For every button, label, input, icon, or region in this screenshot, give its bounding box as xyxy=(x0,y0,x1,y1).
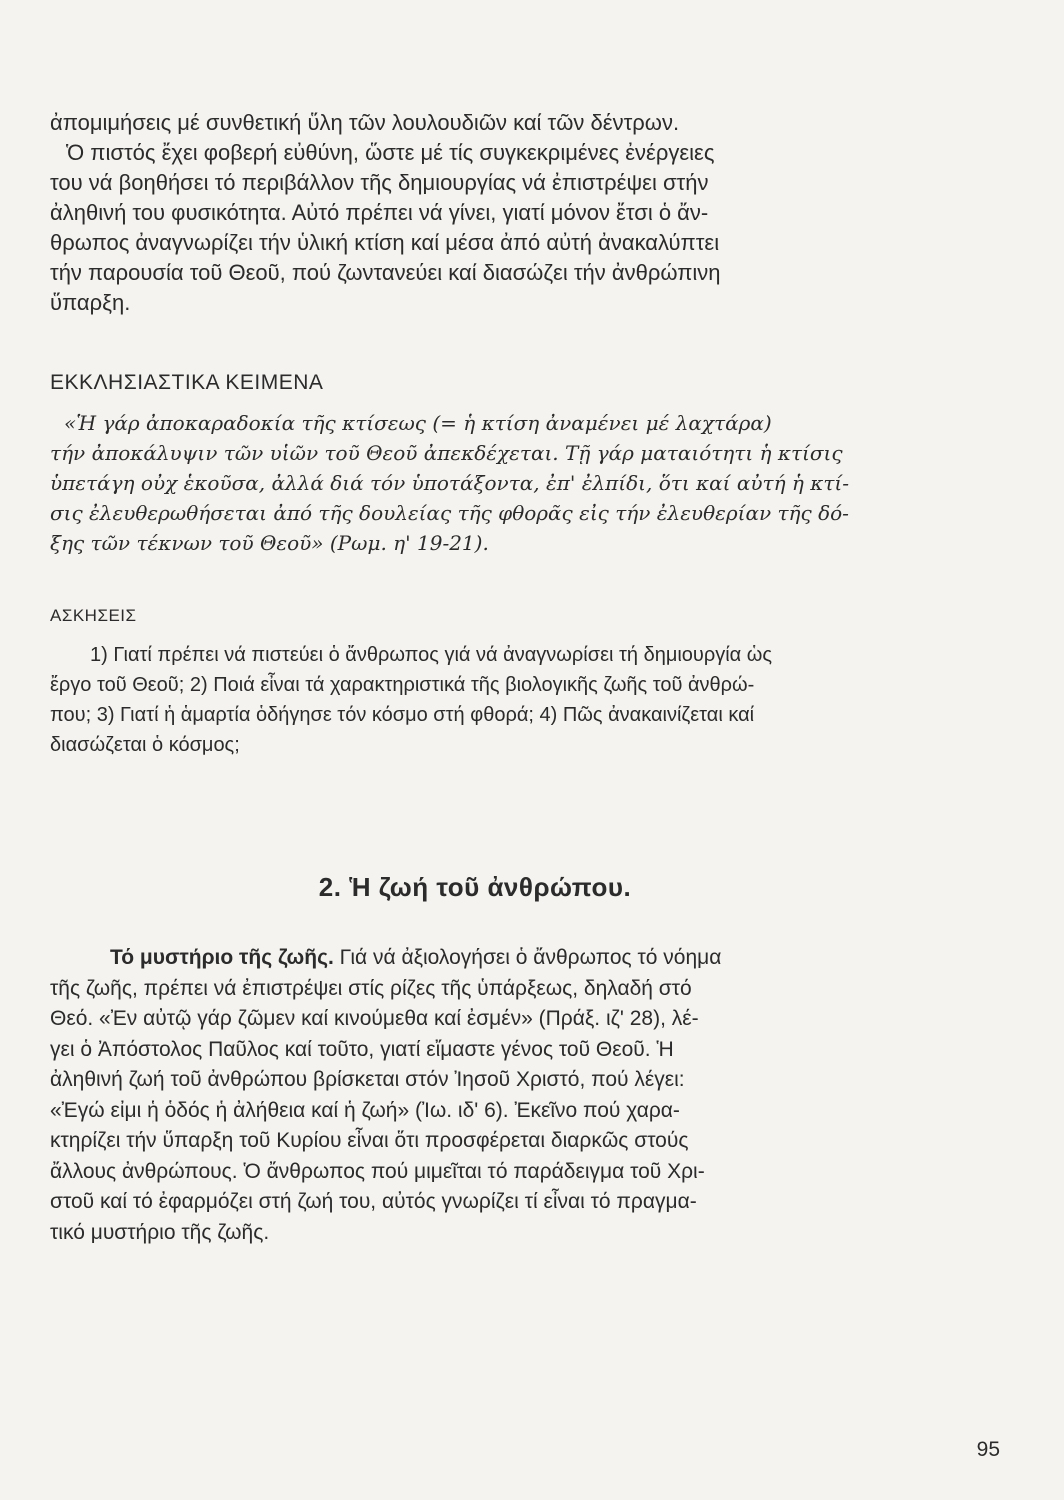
exercise-line: ἔργο τοῦ Θεοῦ; 2) Ποιά εἶναι τά χαρακτηριστικά τῆς βιολογικῆς ζωῆς τοῦ ἀνθρώ- xyxy=(50,674,755,696)
section-first-line-rest: Γιά νά ἀξιολογήσει ὁ ἄνθρωπος τό νόημα xyxy=(333,946,722,969)
church-texts-section xyxy=(50,368,900,558)
section-line: κτηρίζει τήν ὕπαρξη τοῦ Κυρίου εἶναι ὅτι προσφέρεται διαρκῶς στούς xyxy=(50,1129,689,1152)
section-line: τῆς ζωῆς, πρέπει νά ἐπιστρέψει στίς ρίζες τῆς ὑπάρξεως, δηλαδή στό xyxy=(50,976,692,1000)
section-body xyxy=(50,943,900,1248)
section-line: «Ἐγώ εἰμι ἡ ὁδός ἡ ἀλήθεια καί ἡ ζωή» (Ἰω. ιδ' 6). Ἐκεῖνο πού χαρα- xyxy=(50,1098,680,1122)
church-texts-heading: ΕΚΚΛΗΣΙΑΣΤΙΚΑ ΚΕΙΜΕΝΑ xyxy=(50,371,324,394)
quote-line: ξης τῶν τέκνων τοῦ Θεοῦ» (Ρωμ. η' 19-21). xyxy=(50,531,489,555)
intro-line: θρωπος ἀναγνωρίζει τήν ὑλική κτίση καί μέσα ἀπό αὐτή ἀνακαλύπτει xyxy=(50,230,720,255)
section-line: τικό μυστήριο τῆς ζωῆς. xyxy=(50,1220,270,1244)
section-line: Θεό. «Ἐν αὐτῷ γάρ ζῶμεν καί κινούμεθα καί ἐσμέν» (Πράξ. ιζ' 28), λέ- xyxy=(50,1007,699,1030)
intro-line: Ὁ πιστός ἔχει φοβερή εὐθύνη, ὥστε μέ τίς συγκεκριμένες ἐνέργειες xyxy=(66,140,715,165)
quote-line: «Ἡ γάρ ἀποκαραδοκία τῆς κτίσεως (= ἡ κτίση ἀναμένει μέ λαχτάρα) xyxy=(64,411,772,435)
page-content xyxy=(50,108,900,1248)
intro-line: ἀληθινή του φυσικότητα. Αὐτό πρέπει νά γίνει, γιατί μόνον ἔτσι ὁ ἄν- xyxy=(50,200,709,225)
scripture-quote xyxy=(50,408,900,558)
exercises-heading: ΑΣΚΗΣΕΙΣ xyxy=(50,606,137,625)
intro-line: ὕπαρξη. xyxy=(50,290,131,315)
page-number: 95 xyxy=(976,1438,1000,1461)
exercise-line: διασώζεται ὁ κόσμος; xyxy=(50,734,240,756)
intro-paragraph xyxy=(50,108,900,318)
exercise-line: 1) Γιατί πρέπει νά πιστεύει ὁ ἄνθρωπος γιά νά ἀναγνωρίσει τή δημιουργία ὡς xyxy=(90,644,773,666)
exercises-section xyxy=(50,606,900,760)
section-line: ἄλλους ἀνθρώπους. Ὁ ἄνθρωπος πού μιμεῖται τό παράδειγμα τοῦ Χρι- xyxy=(50,1159,705,1183)
intro-line: του νά βοηθήσει τό περιβάλλον τῆς δημιουργίας νά ἐπιστρέψει στήν xyxy=(50,170,709,195)
section-line: γει ὁ Ἀπόστολος Παῦλος καί τοῦτο, γιατί εἴμαστε γένος τοῦ Θεοῦ. Ἡ xyxy=(50,1037,674,1061)
section-title: 2. Ἡ ζωή τοῦ ἀνθρώπου. xyxy=(318,872,632,902)
quote-line: ὑπετάγη οὐχ ἑκοῦσα, ἀλλά διά τόν ὑποτάξοντα, ἐπ' ἐλπίδι, ὅτι καί αὐτή ἡ κτί- xyxy=(50,471,850,495)
section-line: στοῦ καί τό ἐφαρμόζει στή ζωή του, αὐτός γνωρίζει τί εἶναι τό πραγμα- xyxy=(50,1190,697,1213)
section-first-line xyxy=(50,943,900,974)
intro-line: ἀπομιμήσεις μέ συνθετική ὕλη τῶν λουλουδιῶν καί τῶν δέντρων. xyxy=(50,110,680,135)
section-line: ἀληθινή ζωή τοῦ ἀνθρώπου βρίσκεται στόν Ἰησοῦ Χριστό, πού λέγει: xyxy=(50,1068,685,1091)
quote-line: σις ἐλευθερωθήσεται ἀπό τῆς δουλείας τῆς φθορᾶς εἰς τήν ἐλευθερίαν τῆς δό- xyxy=(50,501,849,525)
exercise-line: που; 3) Γιατί ἡ ἁμαρτία ὁδήγησε τόν κόσμο στή φθορά; 4) Πῶς ἀνακαινίζεται καί xyxy=(50,704,755,726)
quote-line: τήν ἀποκάλυψιν τῶν υἱῶν τοῦ Θεοῦ ἀπεκδέχεται. Τῇ γάρ ματαιότητι ἡ κτίσις xyxy=(50,441,843,465)
section-lead: Τό μυστήριο τῆς ζωῆς. xyxy=(110,946,334,969)
intro-line: τήν παρουσία τοῦ Θεοῦ, πού ζωντανεύει καί διασώζει τήν ἀνθρώπινη xyxy=(50,260,721,285)
